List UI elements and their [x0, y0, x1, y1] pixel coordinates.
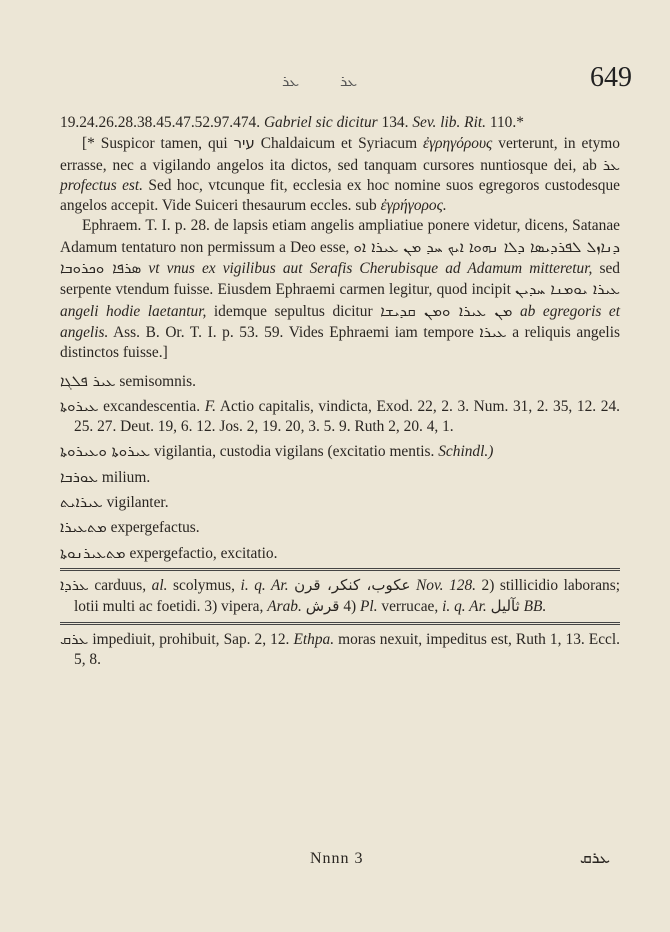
text-span: i. q. Ar.	[442, 598, 487, 616]
text-span: scolymus,	[173, 576, 235, 594]
text-span: Nov. 128.	[416, 576, 476, 594]
hebrew-word: עיר	[233, 134, 255, 153]
text-span: idemque sepultus dicitur	[213, 302, 373, 320]
text-span: 4)	[343, 598, 357, 616]
text-span: a reliquis angelis distinctos fuisse.]	[60, 323, 620, 362]
catchword: ܥܪܩ	[579, 848, 610, 867]
text-span: Chaldaicum et Syriacum	[260, 135, 418, 153]
text-span: Schindl.)	[438, 443, 494, 461]
text-span: verterunt, in etymo errasse, nec a vigilando angelos ita dictos, sed tanquam cursores nuntiosque dei, ab	[60, 135, 620, 174]
text-span: expergefactus.	[110, 519, 200, 537]
text-span: al.	[151, 576, 168, 594]
text-span: ab egregoris et angelis.	[60, 302, 620, 341]
entry-expergefactus	[60, 517, 620, 538]
text-span: F.	[204, 397, 217, 415]
running-head-right: ܥܪ	[340, 72, 358, 90]
text-span: moras nexuit, impeditus est, Ruth 1, 13. Eccl. 5, 8.	[74, 630, 620, 668]
syriac-headword: ܡܬܥܝܪܐ	[60, 518, 107, 537]
body-text	[60, 113, 620, 670]
section-divider	[60, 568, 620, 571]
entry-impediuit	[60, 629, 620, 671]
text-span: vigilantia, custodia vigilans (excitatio mentis.	[153, 443, 435, 461]
syriac-word: ܥܝܪܐ	[479, 322, 507, 341]
paragraph-note	[60, 133, 620, 216]
text-span: carduus,	[94, 576, 147, 594]
text-span: Gabriel sic dicitur	[263, 114, 378, 131]
syriac-headword: ܥܝܪ ܦܠܓܐ	[60, 371, 116, 390]
greek-word: ἐγρήγορος.	[380, 197, 447, 215]
syriac-headword: ܥܘܪܒܐ	[60, 467, 99, 486]
text-span: Sed hoc, vtcunque fit, ecclesia ex hoc nomine suos egregoros custodesque angelos accepit. Vide Suiceri thesaurum eccles. sub	[60, 176, 620, 215]
entry-carduus	[60, 575, 620, 618]
text-span: 2) stillicidio laborans; lotii multi ac foetidi. 3) vipera,	[74, 576, 620, 616]
text-span: expergefactio, excitatio.	[129, 544, 278, 562]
text-span: Sev. lib. Rit.	[412, 114, 486, 131]
text-span: excandescentia.	[103, 397, 201, 415]
syriac-headword: ܥܝܪܐܝܬ	[60, 493, 103, 512]
syriac-headword: ܡܬܥܝܪܢܘܬܐ	[60, 543, 126, 562]
entry-excandescentia	[60, 396, 620, 438]
syriac-phrase: ܕܢܐܙܠ ܠܦܪܕܝܣܐ ܕܠܐ ܢܗܘܐ ܐܝܟ ܚܕ ܡܢ ܥܝܪܐ ܐܘ ܣܪܦܐ ܘܟܪܘܒܐ	[60, 237, 620, 278]
text-span: [* Suspicor tamen, qui	[82, 135, 228, 153]
text-span: profectus est.	[60, 176, 144, 194]
text-span: vigilanter.	[106, 494, 169, 512]
text-span: vt vnus ex vigilibus aut Serafis Cherubisque ad Adamum mitteretur,	[148, 260, 593, 278]
page-number: 649	[590, 62, 632, 93]
syriac-phrase: ܡܢ ܥܝܪܐ ܘܡܢ ܩܕܝܫܐ	[380, 301, 513, 320]
syriac-phrase: ܥܝܪܐ ܝܘܡܢܐ ܚܕܝܢ	[515, 280, 621, 299]
entry-expergefactio	[60, 543, 620, 564]
text-span: verrucae,	[381, 598, 439, 616]
arabic-phrase: عكوب، كنكر، قرن	[294, 575, 411, 594]
text-span: milium.	[101, 468, 151, 486]
entry-vigilantia	[60, 441, 620, 462]
text-span: Ethpa.	[293, 630, 335, 648]
signature-mark: Nnnn 3	[310, 850, 364, 867]
section-divider	[60, 622, 620, 625]
text-span: BB.	[523, 598, 547, 616]
running-head-left: ܥܪ	[282, 72, 300, 90]
entry-vigilanter	[60, 492, 620, 513]
text-span: sed serpente vtendum fuisse. Eiusdem Ephraemi carmen legitur, quod incipit	[60, 260, 620, 299]
text-span: angeli hodie laetantur,	[60, 302, 207, 320]
text-span: Pl.	[360, 598, 378, 616]
syriac-headword: ܥܪܩ	[60, 629, 89, 648]
syriac-headword: ܥܝܪܘܬܐ ܘܥܝܪܘܬܐ	[60, 442, 151, 461]
syriac-headword: ܥܝܪܘܬܐ	[60, 396, 99, 415]
greek-word: ἐγρηγόρους	[423, 135, 493, 153]
text-span: semisomnis.	[119, 372, 196, 390]
text-span: impediuit, prohibuit, Sap. 2, 12.	[92, 630, 290, 648]
page-footer	[0, 848, 670, 878]
arabic-word: ثآليل	[490, 597, 520, 616]
page-header	[0, 62, 670, 102]
paragraph-refs	[60, 113, 620, 133]
text-span: i. q. Ar.	[240, 576, 289, 594]
text-span: 19.24.26.28.38.45.47.52.97.474.	[60, 114, 261, 131]
arabic-word: قرش	[305, 597, 340, 616]
text-span: 134.	[381, 114, 409, 131]
entry-milium	[60, 467, 620, 488]
paragraph-ephraem	[60, 216, 620, 363]
syriac-headword: ܥܪܕܐ	[60, 575, 89, 594]
text-span: Ephraem. T. I. p. 28. de lapsis etiam angelis ampliatiue ponere videtur, dicens, Satanae Adamum tentaturo non permissum a Deo esse,	[60, 217, 620, 256]
syriac-word: ܥܪ	[602, 155, 620, 174]
text-span: 110.*	[489, 114, 524, 131]
text-span: Ass. B. Or. T. I. p. 53. 59. Vides Ephraemi iam tempore	[113, 323, 474, 341]
text-span: Arab.	[267, 598, 302, 616]
entry-semisomnis	[60, 371, 620, 392]
text-span: Actio capitalis, vindicta, Exod. 22, 2. 3. Num. 31, 2. 35, 12. 24. 25. 27. Deut. 19, 6. 12. Jos. 2, 19. 20, 3. 5. 9. Ruth 2, 20. 4, 1.	[74, 397, 620, 436]
